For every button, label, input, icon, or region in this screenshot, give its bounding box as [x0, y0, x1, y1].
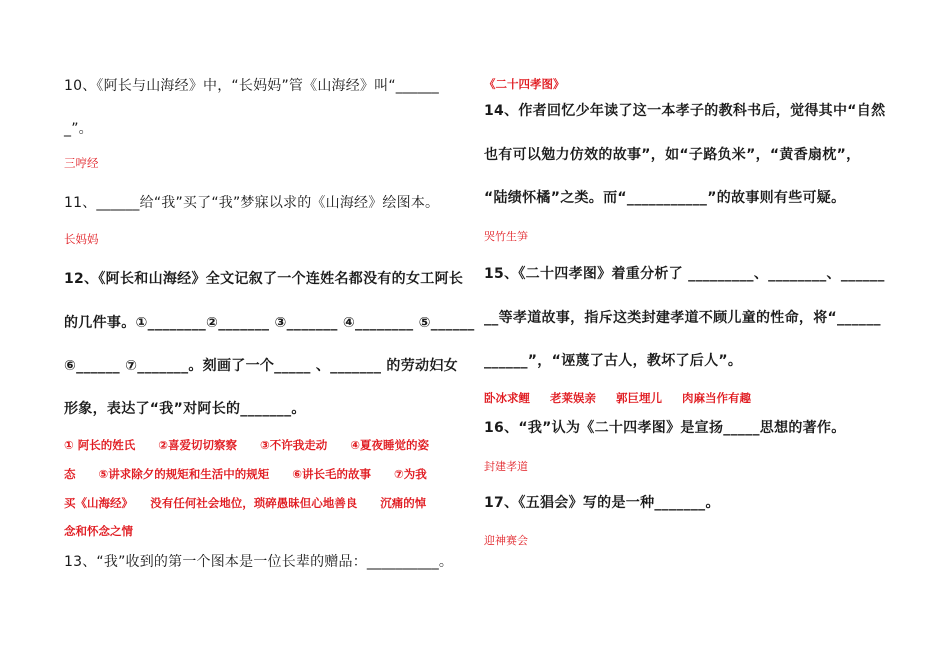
question-13: 13、“我”收到的第一个图本是一位长辈的赠品：__________。 [64, 554, 454, 570]
answer-15-item: 郭巨埋儿 [616, 391, 663, 405]
question-15-line-2: __等孝道故事，指斥这类封建孝道不顾儿童的性命，将“______ [484, 310, 881, 326]
question-14-line-3: “陆绩怀橘”之类。而“___________”的故事则有些可疑。 [484, 190, 846, 206]
answer-15-item: 老莱娱亲 [550, 391, 597, 405]
answer-17: 迎神赛会 [484, 534, 528, 547]
question-12-line-2: 的几件事。①________②_______ ③_______ ④________ ⑤______ [64, 315, 475, 331]
question-12-line-1: 12、《阿长和山海经》全文记叙了一个连姓名都没有的女工阿长 [64, 271, 464, 287]
answer-11: 长妈妈 [64, 232, 99, 246]
question-12-line-4: 形象，表达了“我”对阿长的_______。 [64, 401, 306, 417]
answer-16: 封建孝道 [484, 460, 528, 473]
answer-12-line-3: 买《山海经》 没有任何社会地位，琐碎愚昧但心地善良 沉痛的悼 [64, 496, 427, 510]
answer-10: 三哼经 [64, 156, 99, 170]
question-14-line-2: 也有可以勉力仿效的故事”，如“子路负米”，“黄香扇枕”， [484, 147, 861, 163]
question-10-line-1: 10、《阿长与山海经》中，“长妈妈”管《山海经》叫“______ [64, 78, 439, 94]
answer-14: 哭竹生笋 [484, 230, 528, 243]
question-12-line-3: ⑥______ ⑦_______。刻画了一个_____ 、_______ 的劳动妇女 [64, 358, 458, 374]
question-14-line-1: 14、作者回忆少年读了这一本孝子的教科书后，觉得其中“自然 [484, 103, 886, 119]
question-16: 16、“我”认为《二十四孝图》是宣扬_____思想的著作。 [484, 420, 846, 436]
question-15-line-1: 15、《二十四孝图》着重分析了 _________、________、______ [484, 266, 885, 282]
section-title-twenty-four-filial: 《二十四孝图》 [484, 77, 565, 91]
answer-12-line-2: 态 ⑤讲求除夕的规矩和生活中的规矩 ⑥讲长毛的故事 ⑦为我 [64, 467, 427, 481]
question-10-line-2: _”。 [64, 121, 93, 137]
question-15-line-3: ______”，“诬蔑了古人，教坏了后人”。 [484, 353, 743, 369]
question-17: 17、《五猖会》写的是一种_______。 [484, 495, 720, 511]
answer-15 [484, 392, 751, 406]
answer-12-line-1: ① 阿长的姓氏 ②喜爱切切察察 ③不许我走动 ④夏夜睡觉的姿 [64, 438, 429, 452]
question-11: 11、______给“我”买了“我”梦寐以求的《山海经》绘图本。 [64, 195, 440, 211]
answer-15-item: 卧冰求鲤 [484, 391, 530, 405]
answer-15-item: 肉麻当作有趣 [682, 391, 752, 405]
answer-12-line-4: 念和怀念之情 [64, 524, 133, 538]
